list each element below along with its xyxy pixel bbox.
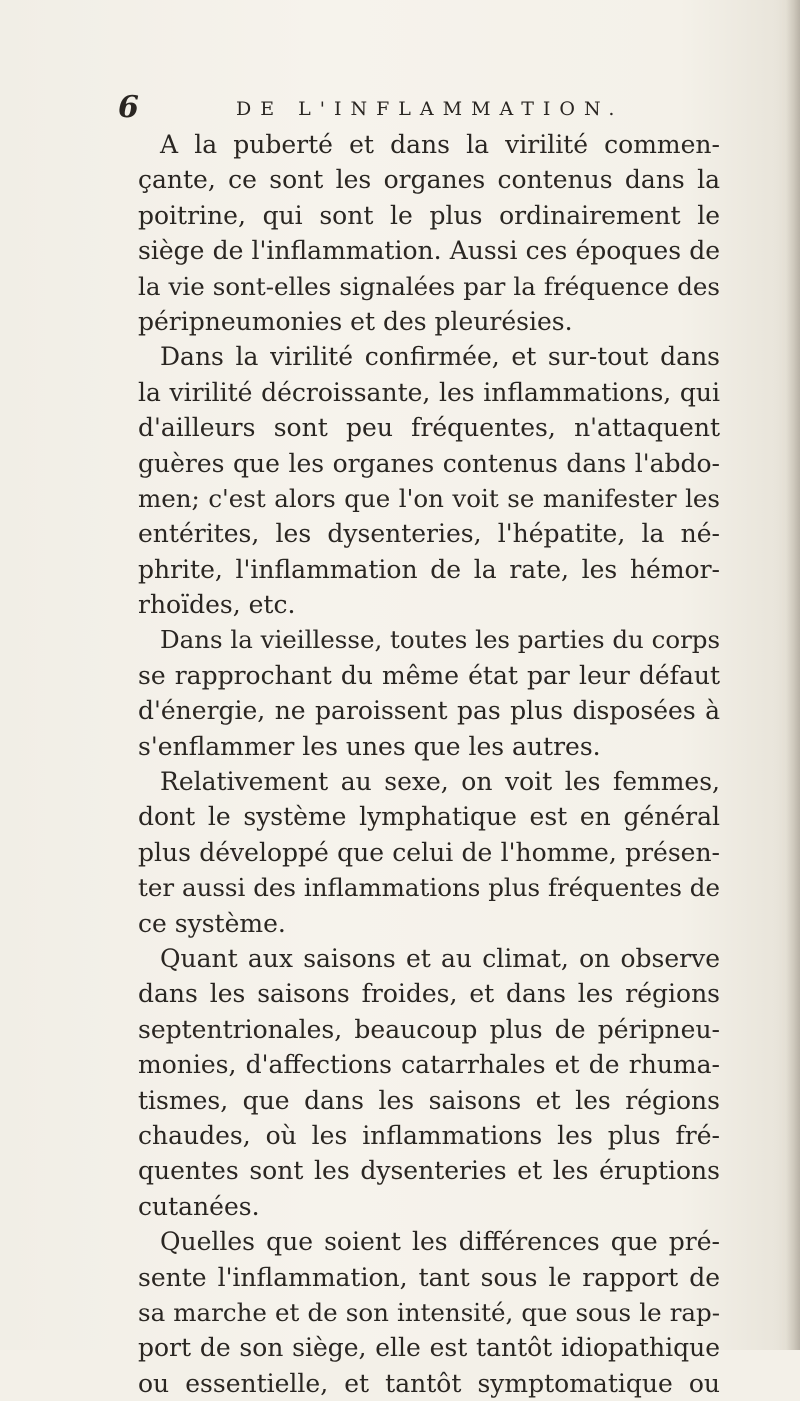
text-line: d'énergie, ne paroissent pas plus disposées à xyxy=(138,696,720,726)
page-header xyxy=(118,90,718,126)
text-line: phrite, l'inflammation de la rate, les hémor- xyxy=(138,554,720,584)
text-line: ou essentielle, et tantôt symptomatique ou xyxy=(138,1368,720,1398)
text-line: A la puberté et dans la virilité commen- xyxy=(160,130,720,159)
text-line: ter aussi des inflammations plus fréquentes de xyxy=(138,873,720,903)
text-line: port de son siège, elle est tantôt idiopathique xyxy=(138,1333,720,1363)
text-line: sente l'inflammation, tant sous le rapport de xyxy=(138,1262,720,1292)
text-line: quentes sont les dysenteries et les éruptions xyxy=(138,1156,720,1186)
text-line: dans les saisons froides, et dans les régions xyxy=(138,979,720,1009)
page-edge-shadow xyxy=(786,0,800,1350)
text-line: septentrionales, beaucoup plus de péripneu- xyxy=(138,1014,720,1044)
text-line: plus développé que celui de l'homme, présen- xyxy=(138,837,720,867)
text-line: ce système. xyxy=(138,908,286,938)
text-line: chaudes, où les inflammations les plus fré- xyxy=(138,1120,720,1150)
text-line: guères que les organes contenus dans l'abdo- xyxy=(138,448,720,478)
text-line: la vie sont-elles signalées par la fréquence des xyxy=(138,271,720,301)
text-line: se rapprochant du même état par leur défaut xyxy=(138,660,720,690)
text-line: siège de l'inflammation. Aussi ces époques de xyxy=(138,236,720,266)
body-text xyxy=(138,127,720,1401)
text-line: Quelles que soient les différences que pré- xyxy=(160,1227,720,1257)
text-line: monies, d'affections catarrhales et de rhuma- xyxy=(138,1050,720,1080)
text-line: men; c'est alors que l'on voit se manifester les xyxy=(138,483,720,513)
text-line: Dans la virilité confirmée, et sur-tout dans xyxy=(160,342,720,372)
text-line: Relativement au sexe, on voit les femmes, xyxy=(160,767,720,797)
text-line: péripneumonies et des pleurésies. xyxy=(138,306,573,336)
text-line: d'ailleurs sont peu fréquentes, n'attaquent xyxy=(138,413,720,443)
text-line: çante, ce sont les organes contenus dans la xyxy=(138,165,720,195)
text-line: tismes, que dans les saisons et les régions xyxy=(138,1085,720,1115)
running-title: DE L'INFLAMMATION. xyxy=(236,98,624,120)
text-line: dont le système lymphatique est en général xyxy=(138,802,720,832)
text-line: rhoïdes, etc. xyxy=(138,590,296,620)
text-line: entérites, les dysenteries, l'hépatite, la né- xyxy=(138,519,720,549)
page-number: 6 xyxy=(118,90,139,125)
text-line: la virilité décroissante, les inflammations, qui xyxy=(138,377,720,407)
text-line: poitrine, qui sont le plus ordinairement le xyxy=(138,200,720,230)
text-line: Dans la vieillesse, toutes les parties du corps xyxy=(160,625,721,655)
text-line: cutanées. xyxy=(138,1191,260,1221)
text-line: sa marche et de son intensité, que sous le rap- xyxy=(138,1297,720,1327)
text-line: Quant aux saisons et au climat, on observe xyxy=(160,943,720,973)
text-line: s'enflammer les unes que les autres. xyxy=(138,731,601,761)
